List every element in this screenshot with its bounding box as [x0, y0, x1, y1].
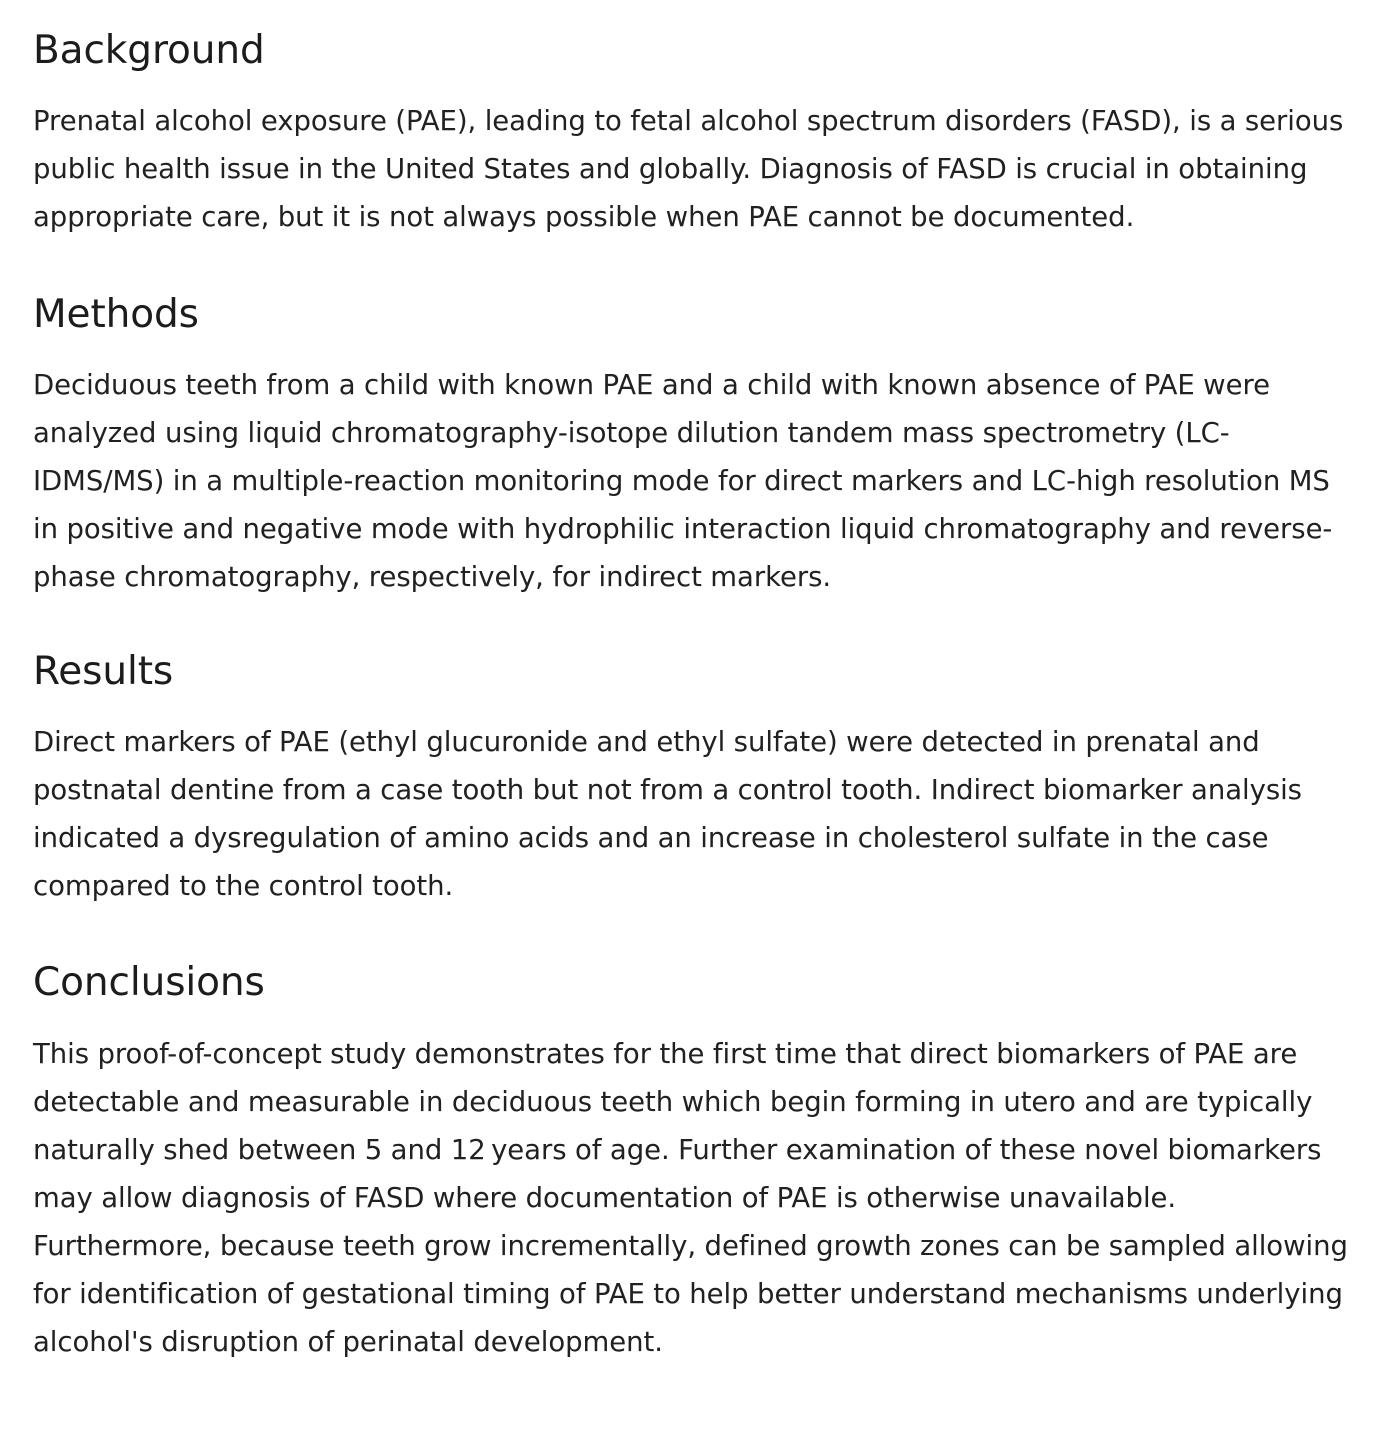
section-body-results: Direct markers of PAE (ethyl glucuronide and ethyl sulfate) were detected in prenatal and postnatal dentine from a case tooth but not from a control tooth. Indirect biomarker analysis indicated a dysregulation of amino acids and an increase in cholesterol sulfate in the case compared to the control tooth.	[33, 726, 1302, 902]
section-heading-conclusions: Conclusions	[33, 960, 265, 1005]
section-body-conclusions: This proof-of-concept study demonstrates for the first time that direct biomarkers of PAE are detectable and measurable in deciduous teeth which begin forming in utero and are typically naturally shed between 5 and 12 years of age. Further examination of these novel biomarkers may allow diagnosis of FASD where documentation of PAE is otherwise unavailable. Furthermore, because teeth grow incrementally, defined growth zones can be sampled allowing for identification of gestational timing of PAE to help better understand mechanisms underlying alcohol's disruption of perinatal development.	[33, 1038, 1348, 1358]
structured-abstract	[0, 28, 1388, 1366]
section-body-methods: Deciduous teeth from a child with known PAE and a child with known absence of PAE were analyzed using liquid chromatography-isotope dilution tandem mass spectrometry (LC-IDMS/MS) in a multiple-reaction monitoring mode for direct markers and LC-high resolution MS in positive and negative mode with hydrophilic interaction liquid chromatography and reverse-phase chromatography, respectively, for indirect markers.	[33, 369, 1333, 593]
abstract-section-conclusions	[33, 960, 1360, 1366]
section-heading-background: Background	[33, 28, 265, 73]
section-heading-methods: Methods	[33, 292, 199, 337]
section-body-background: Prenatal alcohol exposure (PAE), leading to fetal alcohol spectrum disorders (FASD), is a serious public health issue in the United States and globally. Diagnosis of FASD is crucial in obtaining appropriate care, but it is not always possible when PAE cannot be documented.	[33, 105, 1344, 233]
section-heading-results: Results	[33, 649, 174, 694]
abstract-section-methods	[33, 292, 1360, 601]
abstract-section-background	[33, 28, 1360, 241]
abstract-section-results	[33, 649, 1360, 910]
